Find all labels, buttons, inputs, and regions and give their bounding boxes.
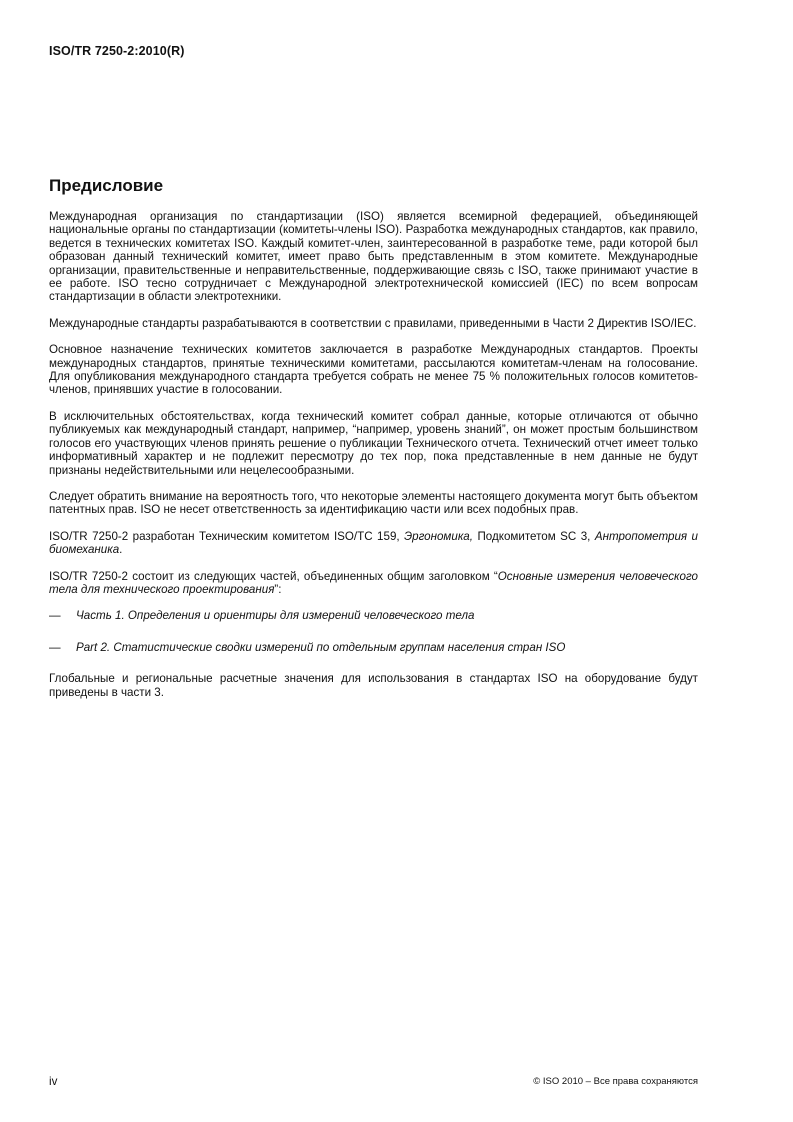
list-dash: — (49, 609, 61, 623)
page-title: Предисловие (49, 176, 164, 195)
paragraph-committees: Основное назначение технических комитетов заключается в разработке Международных стандартов. Проекты международных стандартов, принятые техническими комитетами, рассылаются комитетам-членам на голосование. Для опубликования международного стандарта требуется собрать не менее 75 % положительных голосов комитетов-членов, принявших участие в голосовании. (49, 343, 698, 397)
list-item-part-1: Часть 1. Определения и ориентиры для измерений человеческого тела (76, 609, 475, 623)
page-number: iv (49, 1075, 58, 1088)
anthropometry-term: Антропометрия и биомеханика (49, 529, 698, 557)
paragraph-iso-intro: Международная организация по стандартизации (ISO) является всемирной федерацией, объединяющей национальные органы по стандартизации (комитеты-члены ISO). Разработка международных стандартов, как правило, ведется в технических комитетах ISO. Каждый комитет-член, заинтересованной в разработке теме, ради которой был образован данный технический комитет, имеет право быть представленным в этом комитете. Международные организации, правительственные и неправительственные, поддерживающие связь с ISO, также принимают участие в ее работе. ISO тесно сотрудничает с Международной электротехнической комиссией (IEC) по всем вопросам стандартизации в области электротехники. (49, 210, 698, 304)
paragraph-parts-intro (49, 570, 698, 597)
paragraph-patents: Следует обратить внимание на вероятность того, что некоторые элементы настоящего документа могут быть объектом патентных прав. ISO не несет ответственность за идентификацию части или всех подобных прав. (49, 489, 698, 517)
paragraph-technical-report: В исключительных обстоятельствах, когда технический комитет собрал данные, которые отличаются от обычно публикуемых как международный стандарт, например, “например, уровень знаний”, он может простым большинством голосов его участвующих членов принять решение о публикации Технического отчета. Технический отчет имеет только информативный характер и не подлежит пересмотру до тех пор, пока представленные в нем данные не будут признаны недействительными или нецелесообразными. (49, 409, 698, 477)
parts-intro-suffix: ”: (274, 582, 282, 596)
prepared-by-prefix: ISO/TR 7250-2 разработан Техническим комитетом ISO/TC 159, (49, 529, 405, 543)
document-code: ISO/TR 7250-2:2010(R) (49, 44, 185, 58)
paragraph-prepared-by (49, 530, 698, 557)
paragraph-part-3: Глобальные и региональные расчетные значения для использования в стандартах ISO на оборудование будут приведены в части 3. (49, 672, 698, 699)
list-item (49, 641, 698, 654)
prepared-by-middle: Подкомитетом SC 3, (472, 529, 595, 543)
parts-intro-prefix: ISO/TR 7250-2 состоит из следующих частей, объединенных общим заголовком “ (49, 569, 498, 583)
ergonomics-term: Эргономика, (404, 529, 473, 543)
list-item (49, 609, 698, 622)
copyright-notice: © ISO 2010 – Все права сохраняются (533, 1076, 698, 1087)
prepared-by-suffix: . (119, 543, 123, 557)
general-title: Основные измерения человеческого тела для технического проектирования (49, 569, 698, 596)
list-item-part-2: Part 2. Статистические сводки измерений по отдельным группам населения стран ISO (76, 640, 566, 654)
document-body (49, 176, 698, 712)
paragraph-directives: Международные стандарты разрабатываются в соответствии с правилами, приведенными в Части 2 Директив ISO/IEC. (49, 316, 697, 330)
list-dash: — (49, 640, 61, 654)
